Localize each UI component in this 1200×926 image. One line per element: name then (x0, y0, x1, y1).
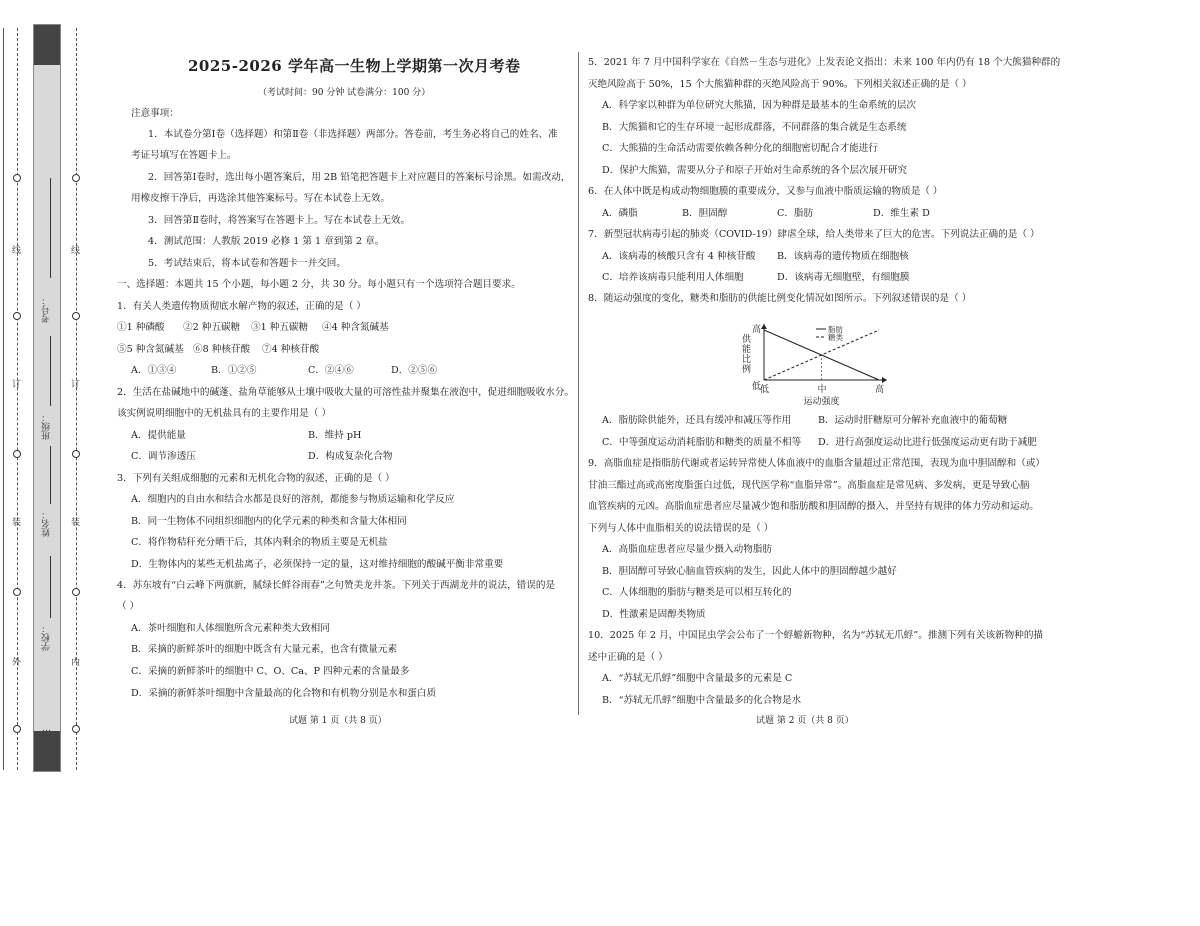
binding-margin (0, 0, 100, 772)
y-axis-label-char: 能 (742, 345, 752, 355)
q1-option-a[interactable]: A．①③④ (131, 365, 177, 376)
q4-option-d[interactable]: D．采摘的新鲜茶叶细胞中含量最高的化合物和有机物分别是水和蛋白质 (131, 688, 437, 699)
seal-strip (33, 24, 61, 772)
margin-border (3, 28, 4, 770)
exam-number-field[interactable] (50, 178, 51, 278)
q1-option-c[interactable]: C．②④⑥ (308, 365, 354, 376)
note-line: 1．本试卷分第Ⅰ卷（选择题）和第Ⅱ卷（非选择题）两部分。答卷前，考生务必将自己的姓名、准 (148, 129, 558, 140)
q6-stem: 6．在人体中既是构成动物细胞膜的重要成分，又参与血液中脂质运输的物质是（ ） (588, 186, 943, 197)
q7-option-c[interactable]: C．培养该病毒只能利用人体细胞 (602, 272, 744, 283)
q8-option-d[interactable]: D．进行高强度运动比进行低强度运动更有助于减肥 (818, 437, 1037, 448)
exam-title: 2025-2026 学年高一生物上学期第一次月考卷 (188, 57, 521, 75)
q2-stem: 2．生活在盐碱地中的碱蓬、盐角草能够从土壤中吸收大量的可溶性盐并聚集在液泡中，促进细胞吸收水分。 (117, 387, 575, 398)
y-tick-label: 低 (752, 382, 762, 392)
margin-mark: 线 (12, 246, 22, 256)
q2-option-a[interactable]: A．提供能量 (131, 430, 186, 441)
q1-item: ④4 种含氮碱基 (322, 322, 389, 333)
q8-energy-chart (734, 318, 904, 413)
q5-option-c[interactable]: C．大熊猫的生命活动需要依赖各种分化的细胞密切配合才能进行 (602, 143, 878, 154)
y-axis-label-char: 供 (742, 335, 752, 345)
q4-option-b[interactable]: B．采摘的新鲜茶叶的细胞中既含有大量元素，也含有微量元素 (131, 644, 398, 655)
q10-stem: 述中正确的是（ ） (588, 652, 668, 663)
q9-option-b[interactable]: B．胆固醇可导致心脑血管疾病的发生，因此人体中的胆固醇越少越好 (602, 566, 897, 577)
x-tick-label: 低 (760, 385, 770, 395)
q4-option-a[interactable]: A．茶叶细胞和人体细胞所含元素种类大致相同 (131, 623, 330, 634)
note-line: 5．考试结束后，将本试卷和答题卡一并交回。 (148, 258, 346, 269)
q9-option-d[interactable]: D．性激素是固醇类物质 (602, 609, 706, 620)
cut-circle (13, 450, 21, 458)
margin-mark: 外 (12, 658, 22, 668)
margin-mark: 订 (12, 380, 22, 390)
q8-option-c[interactable]: C．中等强度运动消耗脂肪和糖类的质量不相等 (602, 437, 802, 448)
q3-option-d[interactable]: D．生物体内的某些无机盐离子，必须保持一定的量，这对维持细胞的酸碱平衡非常重要 (131, 559, 504, 570)
q2-option-c[interactable]: C．调节渗透压 (131, 451, 196, 462)
q7-stem: 7．新型冠状病毒引起的肺炎（COVID-19）肆虐全球，给人类带来了巨大的危害。下列说法正确的是（ ） (588, 229, 1040, 240)
q9-option-a[interactable]: A．高脂血症患者应尽量少摄入动物脂肪 (602, 544, 773, 555)
q3-stem: 3．下列有关组成细胞的元素和无机化合物的叙述，正确的是（ ） (117, 473, 395, 484)
note-line: 4．测试范围：人教版 2019 必修 1 第 1 章到第 2 章。 (148, 236, 385, 247)
q10-option-a[interactable]: A．“苏轼无爪蜉”细胞中含量最多的元素是 C (602, 673, 793, 684)
q9-stem: 血管疾病的元凶。高脂血症患者应尽量减少饱和脂肪酸和胆固醇的摄入，并坚持有规律的体力劳动和运动。 (588, 501, 1039, 512)
x-axis-arrow (882, 377, 887, 383)
page-footer-left: 试题 第 1 页（共 8 页） (289, 716, 387, 726)
x-tick-label: 高 (875, 385, 885, 395)
q1-item: ②2 种五碳糖 (183, 322, 241, 333)
q5-option-d[interactable]: D．保护大熊猫，需要从分子和原子开始对生命系统的各个层次展开研究 (602, 165, 908, 176)
q3-option-a[interactable]: A．细胞内的自由水和结合水都是良好的溶剂，都能参与物质运输和化学反应 (131, 494, 455, 505)
strip-bottom-block (34, 731, 60, 771)
cut-circle (72, 725, 80, 733)
q4-option-c[interactable]: C．采摘的新鲜茶叶的细胞中 C、O、Ca、P 四种元素的含量最多 (131, 666, 410, 677)
y-axis-label-char: 比 (742, 355, 752, 365)
q1-item: ③1 种五碳糖 (251, 322, 309, 333)
column-divider (578, 52, 579, 715)
school-label: 学校： (42, 624, 52, 651)
q4-stem: 4．苏东坡有“白云峰下两旗新，腻绿长鲜谷雨春”之句赞美龙井茶。下列关于西湖龙井的说法，错误的是 (117, 580, 556, 591)
y-tick-label: 高 (752, 325, 762, 335)
margin-dots: … (42, 724, 51, 734)
margin-mark: 装 (12, 518, 22, 528)
exam-number-label: 考号： (42, 296, 52, 323)
q8-stem: 8．随运动强度的变化，糖类和脂肪的供能比例变化情况如图所示。下列叙述错误的是（ ） (588, 293, 972, 304)
q10-option-b[interactable]: B．“苏轼无爪蜉”细胞中含量最多的化合物是水 (602, 695, 802, 706)
cut-circle (72, 174, 80, 182)
q9-stem: 甘油三酯过高或高密度脂蛋白过低，现代医学称“血脂异常”。高脂血症是常见病、多发病，更是导致心脑 (588, 480, 1030, 491)
q2-option-d[interactable]: D．构成复杂化合物 (308, 451, 393, 462)
x-axis-label: 运动强度 (803, 397, 840, 407)
cut-circle (13, 312, 21, 320)
cut-circle (13, 174, 21, 182)
q6-option-a[interactable]: A．磷脂 (602, 208, 638, 219)
note-line: 3．回答第Ⅱ卷时，将答案写在答题卡上。写在本试卷上无效。 (148, 215, 411, 226)
q1-item: ①1 种磷酸 (117, 322, 165, 333)
q1-item: ⑦4 种核苷酸 (262, 344, 320, 355)
q1-item: ⑤5 种含氮碱基 (117, 344, 184, 355)
q5-option-b[interactable]: B．大熊猫和它的生存环境一起形成群落，不同群落的集合就是生态系统 (602, 122, 907, 133)
strip-top-block (34, 25, 60, 65)
note-line: 考证号填写在答题卡上。 (131, 150, 237, 161)
cut-circle (13, 725, 21, 733)
q7-option-a[interactable]: A．该病毒的核酸只含有 4 种核苷酸 (602, 251, 756, 262)
q1-item: ⑥8 种核苷酸 (193, 344, 251, 355)
class-field[interactable] (50, 336, 51, 406)
name-field[interactable] (50, 446, 51, 504)
section-heading: 一、选择题：本题共 15 个小题，每小题 2 分，共 30 分。每小题只有一个选项符合题目要求。 (117, 279, 521, 290)
q2-stem: 该实例说明细胞中的无机盐具有的主要作用是（ ） (117, 408, 332, 419)
q6-option-c[interactable]: C．脂肪 (777, 208, 814, 219)
q3-option-b[interactable]: B．同一生物体不同组织细胞内的化学元素的种类和含量大体相同 (131, 516, 407, 527)
q9-option-c[interactable]: C．人体细胞的脂肪与糖类是可以相互转化的 (602, 587, 792, 598)
q8-option-a[interactable]: A．脂肪除供能外，还具有缓冲和减压等作用 (602, 415, 792, 426)
cut-circle (72, 312, 80, 320)
legend-label: 脂肪 (828, 325, 843, 334)
cut-circle (13, 588, 21, 596)
q9-stem: 9．高脂血症是指脂肪代谢或者运转异常使人体血液中的血脂含量超过正常范围，表现为血中胆固醇和（或） (588, 458, 1046, 469)
q2-option-b[interactable]: B．维持 pH (308, 430, 362, 441)
exam-subtitle: （考试时间：90 分钟 试卷满分：100 分） (258, 88, 431, 98)
q9-stem: 下列与人体中血脂相关的说法错误的是（ ） (588, 523, 774, 534)
page-footer-right: 试题 第 2 页（共 8 页） (756, 716, 854, 726)
note-line: 2．回答第Ⅰ卷时，选出每小题答案后，用 2B 铅笔把答题卡上对应题目的答案标号涂黑。如需改动， (148, 172, 571, 183)
q4-stem: （ ） (117, 601, 140, 612)
class-label: 班级： (42, 413, 52, 440)
margin-mark: 内 (71, 658, 81, 668)
cut-circle (72, 588, 80, 596)
y-axis-label-char: 例 (742, 365, 752, 375)
margin-mark: 线 (71, 246, 81, 256)
y-axis-arrow (761, 324, 767, 329)
margin-mark: 订 (71, 380, 81, 390)
name-label: 姓名： (42, 510, 52, 537)
q6-option-b[interactable]: B．胆固醇 (682, 208, 728, 219)
q6-option-d[interactable]: D．维生素 D (873, 208, 930, 219)
x-tick-label: 中 (817, 385, 827, 395)
q5-stem: 灭绝风险高于 50%，15 个大熊猫种群的灭绝风险高于 90%。下列相关叙述正确的是（ ） (588, 79, 972, 90)
q3-option-c[interactable]: C．将作物秸秆充分晒干后，其体内剩余的物质主要是无机盐 (131, 537, 388, 548)
notes-heading: 注意事项： (131, 108, 179, 119)
q5-stem: 5．2021 年 7 月中国科学家在《自然－生态与进化》上发表论文指出：未来 100 年内仍有 18 个大熊猫种群的 (588, 57, 1061, 68)
cut-circle (72, 450, 80, 458)
note-line: 用橡皮擦干净后，再选涂其他答案标号。写在本试卷上无效。 (131, 193, 391, 204)
q8-option-b[interactable]: B．运动时肝糖原可分解补充血液中的葡萄糖 (818, 415, 1008, 426)
q1-option-b[interactable]: B．①②⑤ (211, 365, 257, 376)
q10-stem: 10．2025 年 2 月，中国昆虫学会公布了一个蜉蝣新物种，名为“苏轼无爪蜉”。推测下列有关该新物种的描 (588, 630, 1044, 641)
q7-option-b[interactable]: B．该病毒的遗传物质在细胞核 (777, 251, 909, 262)
legend-label: 糖类 (828, 333, 843, 342)
margin-mark: 装 (71, 518, 81, 528)
q1-option-d[interactable]: D．②⑤⑥ (391, 365, 438, 376)
q1-stem: 1．有关人类遗传物质彻底水解产物的叙述，正确的是（ ） (117, 301, 366, 312)
q5-option-a[interactable]: A．科学家以种群为单位研究大熊猫，因为种群是最基本的生命系统的层次 (602, 100, 916, 111)
q7-option-d[interactable]: D．该病毒无细胞壁，有细胞膜 (777, 272, 910, 283)
school-field[interactable] (50, 556, 51, 618)
